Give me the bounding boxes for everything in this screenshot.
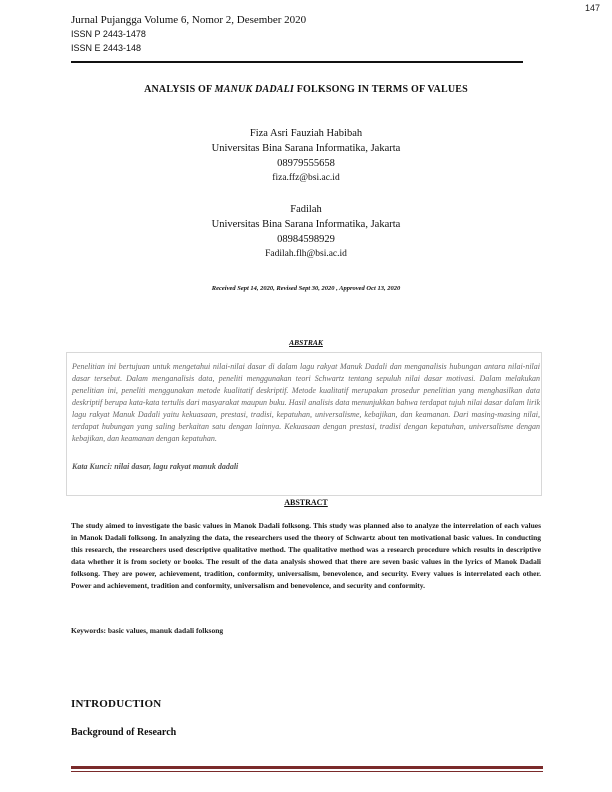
abstract-keywords: Keywords: basic values, manuk dadali folksong [71, 626, 224, 635]
paper-title-before: ANALYSIS OF [144, 84, 215, 95]
paper-title [71, 84, 541, 95]
abstract-heading: ABSTRACT [284, 498, 328, 507]
journal-header [71, 13, 306, 55]
footer-divider-thin [71, 771, 543, 772]
author-phone: 08984598929 [277, 234, 335, 245]
author-email: fiza.ffz@bsi.ac.id [272, 173, 340, 183]
author-affiliation: Universitas Bina Sarana Informatika, Jakarta [211, 219, 401, 230]
journal-title: Jurnal Pujangga Volume 6, Nomor 2, Desember 2020 [71, 14, 307, 26]
abstract-text: The study aimed to investigate the basic values in Manok Dadali folksong. This study was planned also to analyze the interrelation of each values in Manok Dadali folksong. In analyzing the data, the researchers used the theory of Schwartz about ten motivational basic values. In conducting this research, the researchers used descriptive qualitative method. The qualitative method was a research procedure which results in descriptive data whether it is from society or books. The result of the data analysis showed that there are seven basic values in the lyrics of Manok Dadali folksong. They are power, achievement, tradition, conformity, universalism, benevolence, and security. Every values is interrelated each other. Power and achievement, tradition and conformity, universalism and benevolence, and security and conformity. [71, 521, 541, 590]
paper-title-italic: MANUK DADALI [214, 84, 295, 95]
header-divider [71, 61, 523, 63]
footer-divider [71, 766, 543, 769]
author-block-2 [71, 202, 541, 262]
author-phone: 08979555658 [277, 158, 335, 169]
issn-print: ISSN P 2443-1478 [71, 29, 146, 39]
author-affiliation: Universitas Bina Sarana Informatika, Jakarta [211, 143, 401, 154]
subsection-heading-background: Background of Research [71, 727, 177, 738]
abstrak-text: Penelitian ini bertujuan untuk mengetahui nilai-nilai dasar di dalam lagu rakyat Manuk Dadali dan menganalisis hubungan antara nilai-nilai dasar tersebut. Dalam menganalisis data, peneliti menggunakan teori Schwartz tentang sepuluh nilai dasar motivasi. Dalam melakukan penelitian ini, peneliti menggunakan metode kualitatif deskriptif. Metode kualitatif merupakan prosedur penelitian yang menghasilkan data deskriptif berupa kata-kata tertulis dari masyarakat maupun buku. Hasil analisis data menunjukkan bahwa terdapat tujuh nilai dasar dalam lirik lagu rakyat Manuk Dadali yaitu kekuasaan, prestasi, tradisi, kepatuhan, universalisme, kebajikan, dan keamanan. Dari masing-masing nilai, terdapat hubungan yang saling berkaitan satu dengan lainnya. Kekuasaan dengan prestasi, tradisi dengan kepatuhan, universalisme dengan kebajikan, dan keamanan dengan kepatuhan. [72, 362, 540, 443]
abstrak-keywords: Kata Kunci: nilai dasar, lagu rakyat manuk dadali [72, 462, 239, 471]
author-block-1 [71, 126, 541, 186]
page-number: 147 [584, 3, 600, 13]
author-name: Fadilah [290, 204, 322, 215]
paper-title-after: FOLKSONG IN TERMS OF VALUES [294, 84, 468, 95]
received-dates: Received Sept 14, 2020, Revised Sept 30, 2020 , Approved Oct 13, 2020 [211, 285, 401, 292]
author-name: Fiza Asri Fauziah Habibah [249, 128, 363, 139]
abstrak-heading: ABSTRAK [289, 338, 323, 347]
section-heading-introduction: INTRODUCTION [71, 698, 162, 710]
author-email: Fadilah.flh@bsi.ac.id [265, 249, 347, 259]
issn-electronic: ISSN E 2443-148 [71, 43, 142, 53]
